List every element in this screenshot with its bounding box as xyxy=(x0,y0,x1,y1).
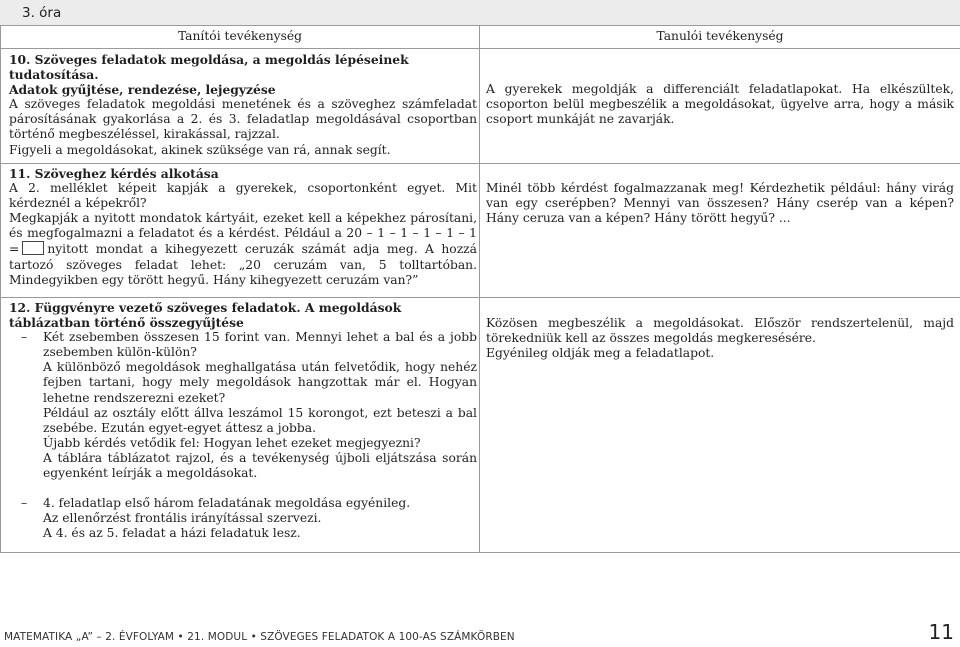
list-text: Újabb kérdés vetődik fel: Hogyan lehet ezeket megjegyezni? xyxy=(43,435,421,450)
page-number: 11 xyxy=(928,620,954,644)
list-text: A 4. és az 5. feladat a házi feladatuk lesz. xyxy=(43,526,301,541)
task-text: Figyeli a megoldásokat, akinek szüksége van rá, annak segít. xyxy=(9,142,391,157)
student-text: Közösen megbeszélik a megoldásokat. Először rendszertelenül, majd törekedniük kell az összes megoldás megkeresésére. xyxy=(486,316,954,346)
table-row xyxy=(1,298,960,553)
student-text: Egyénileg oldják meg a feladatlapot. xyxy=(486,346,715,361)
teacher-activity-header: Tanítói tevékenység xyxy=(1,26,480,49)
list-text: Például az osztály előtt állva leszámol 15 korongot, ezt beteszi a bal zsebébe. Ezután egyet-egyet áttesz a jobba. xyxy=(43,405,477,435)
student-text: Minél több kérdést fogalmazzanak meg! Kérdezhetik például: hány virág van egy cserépben? Mennyi van összesen? Hány cserép van a képen? Hány ceruza van a képen? Hány törött hegyű? ... xyxy=(486,181,954,226)
table-row xyxy=(1,164,960,298)
table-row xyxy=(1,49,960,164)
task-subheading: Adatok gyűjtése, rendezése, lejegyzése xyxy=(9,82,276,98)
list-text: A táblára táblázatot rajzol, és a tevékenység újboli eljátszása során egyenként leírják a megoldásokat. xyxy=(43,450,477,481)
list-item xyxy=(9,496,477,541)
list-text: – Két zsebemben összesen 15 forint van. Mennyi lehet a bal és a jobb zsebemben külön-külön? xyxy=(43,330,477,360)
list-item xyxy=(9,330,477,481)
task-heading: 10. Szöveges feladatok megoldása, a megoldás lépéseinek tudatosítása. xyxy=(9,52,409,83)
student-text: A gyerekek megoldják a differenciált feladatlapokat. Ha elkészültek, csoporton belül megbeszélik a megoldásokat, ügyelve arra, hogy a másik csoport munkáját ne zavarják. xyxy=(486,82,954,127)
student-activity-header: Tanulói tevékenység xyxy=(480,26,960,49)
student-cell xyxy=(480,298,960,553)
list-text: Az ellenőrzést frontális irányítással szervezi. xyxy=(43,511,322,526)
table-header-row xyxy=(1,26,960,49)
open-sentence-text: Megkapják a nyitott mondatok kártyáit, ezeket kell a képekhez párosítani, és megfogalmazni a feladatot és a kérdést. Például a 20 – 1 – 1 – 1 – 1 – 1 = xyxy=(9,211,477,257)
answer-box xyxy=(22,241,44,255)
section-title: 3. óra xyxy=(22,5,62,21)
open-sentence-text: nyitott mondat a kihegyezett ceruzák számát adja meg. A hozzá tartozó szöveges feladat lehet: „20 ceruzám van, 5 tolltartóban. Mindegyikben egy törött hegyű. Hány kihegyezett ceruzám van?” xyxy=(9,242,477,287)
student-cell xyxy=(480,164,960,298)
footer-text: MATEMATIKA „A” – 2. ÉVFOLYAM • 21. MODUL • SZÖVEGES FELADATOK A 100-AS SZÁMKÖRBEN xyxy=(4,631,515,643)
section-header xyxy=(0,0,960,25)
task-text xyxy=(9,211,477,287)
task-text: A szöveges feladatok megoldási menetének és a szöveghez számfeladat párosításának gyakorlása a 2. és 3. feladatlap megoldásával csoportban történő megbeszéléssel, kirakással, rajzzal. xyxy=(9,97,477,142)
teacher-cell xyxy=(1,164,480,298)
page-footer xyxy=(0,620,960,647)
student-cell xyxy=(480,49,960,164)
lesson-table xyxy=(0,25,960,553)
task-heading: 11. Szöveghez kérdés alkotása xyxy=(9,166,219,181)
teacher-cell xyxy=(1,298,480,553)
task-text: A 2. melléklet képeit kapják a gyerekek, csoportonként egyet. Mit kérdeznél a képekről? xyxy=(9,181,477,211)
teacher-cell xyxy=(1,49,480,164)
task-heading: 12. Függvényre vezető szöveges feladatok. A megoldások táblázatban történő összegyűjtése xyxy=(9,300,402,331)
list-text: A különböző megoldások meghallgatása után felvetődik, hogy nehéz fejben tartani, hogy mely megoldások hangzottak már el. Hogyan lehetne rendszerezni ezeket? xyxy=(43,360,477,405)
list-text: – 4. feladatlap első három feladatának megoldása egyénileg. xyxy=(43,496,411,511)
